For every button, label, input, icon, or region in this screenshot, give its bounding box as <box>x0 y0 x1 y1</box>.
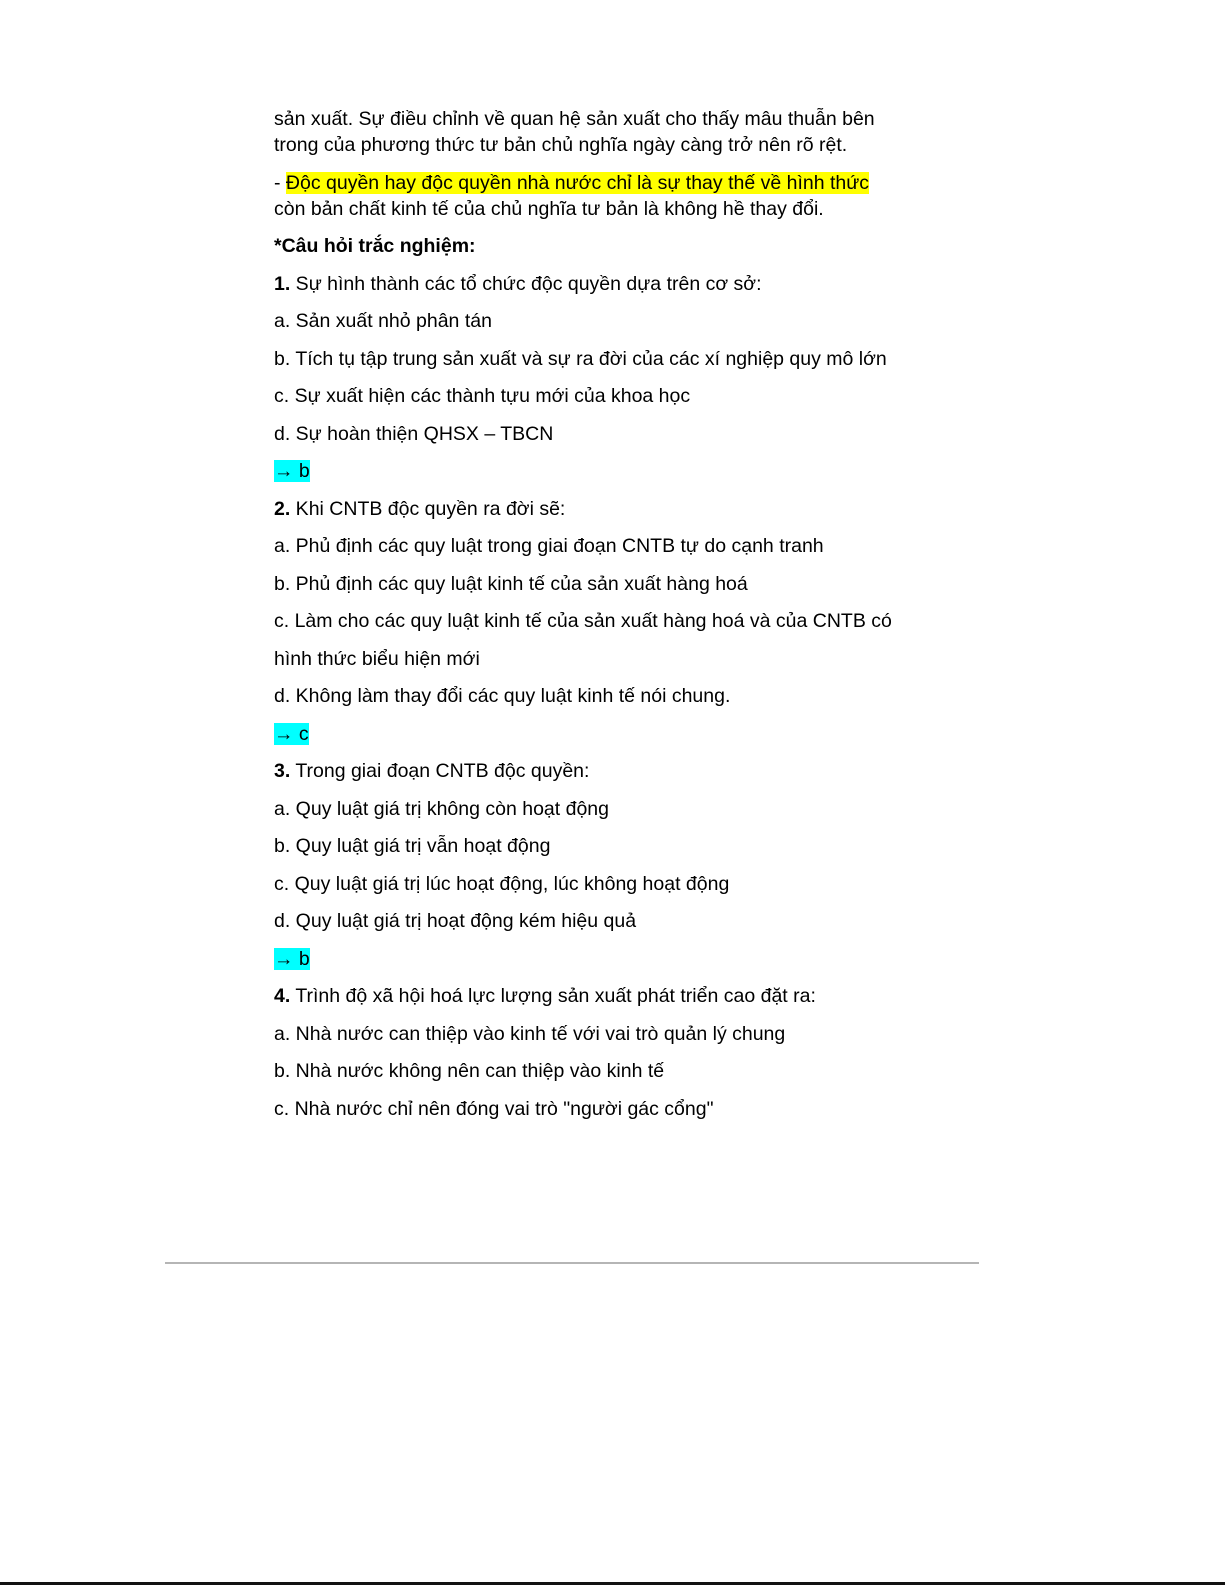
question-number: 2. <box>274 497 291 520</box>
answer <box>274 458 974 484</box>
option: b. Nhà nước không nên can thiệp vào kinh tế <box>274 1060 665 1082</box>
option: c. Sự xuất hiện các thành tựu mới của khoa học <box>274 385 691 407</box>
option: c. Nhà nước chỉ nên đóng vai trò "người gác cổng" <box>274 1097 714 1120</box>
intro-line: trong của phương thức tư bản chủ nghĩa ngày càng trở nên rõ rệt. <box>274 134 848 156</box>
option: d. Sự hoàn thiện QHSX – TBCN <box>274 422 554 445</box>
intro-line: sản xuất. Sự điều chỉnh về quan hệ sản xuất cho thấy mâu thuẫn bên <box>274 108 875 130</box>
question-1 <box>274 271 974 297</box>
option: a. Nhà nước can thiệp vào kinh tế với vai trò quản lý chung <box>274 1022 786 1045</box>
question-4 <box>274 983 974 1009</box>
answer <box>274 721 974 747</box>
highlighted-text: Độc quyền hay độc quyền nhà nước chỉ là sự thay thế về hình thức <box>285 171 870 194</box>
answer-text: → b <box>274 947 310 970</box>
option: a. Quy luật giá trị không còn hoạt động <box>274 797 609 820</box>
option: a. Sản xuất nhỏ phân tán <box>274 310 492 332</box>
answer <box>274 946 974 972</box>
intro-highlight-line <box>274 170 974 196</box>
option: c. Làm cho các quy luật kinh tế của sản xuất hàng hoá và của CNTB có <box>274 610 892 632</box>
page-divider <box>165 1262 979 1264</box>
question-text: Sự hình thành các tổ chức độc quyền dựa trên cơ sở: <box>290 272 762 295</box>
option: b. Phủ định các quy luật kinh tế của sản xuất hàng hoá <box>274 572 748 595</box>
option: d. Quy luật giá trị hoạt động kém hiệu quả <box>274 910 637 932</box>
question-3 <box>274 758 974 784</box>
option-continuation: hình thức biểu hiện mới <box>274 647 480 670</box>
answer-text: → b <box>274 460 310 482</box>
option: b. Quy luật giá trị vẫn hoạt động <box>274 835 551 857</box>
question-number: 1. <box>274 272 291 295</box>
option: d. Không làm thay đổi các quy luật kinh tế nói chung. <box>274 685 731 707</box>
question-2 <box>274 496 974 522</box>
question-text: Trong giai đoạn CNTB độc quyền: <box>290 760 590 782</box>
question-text: Khi CNTB độc quyền ra đời sẽ: <box>290 497 566 520</box>
option: b. Tích tụ tập trung sản xuất và sự ra đời của các xí nghiệp quy mô lớn <box>274 347 887 370</box>
answer-text: → c <box>274 722 309 745</box>
option: a. Phủ định các quy luật trong giai đoạn CNTB tự do cạnh tranh <box>274 535 824 557</box>
question-number: 4. <box>274 985 291 1007</box>
dash: - <box>274 171 286 194</box>
question-text: Trình độ xã hội hoá lực lượng sản xuất phát triển cao đặt ra: <box>290 985 816 1007</box>
option: c. Quy luật giá trị lúc hoạt động, lúc không hoạt động <box>274 872 730 895</box>
intro-line: còn bản chất kinh tế của chủ nghĩa tư bản là không hề thay đổi. <box>274 197 824 220</box>
document-page <box>274 106 974 1122</box>
section-title: *Câu hỏi trắc nghiệm: <box>274 235 476 257</box>
question-number: 3. <box>274 760 291 782</box>
